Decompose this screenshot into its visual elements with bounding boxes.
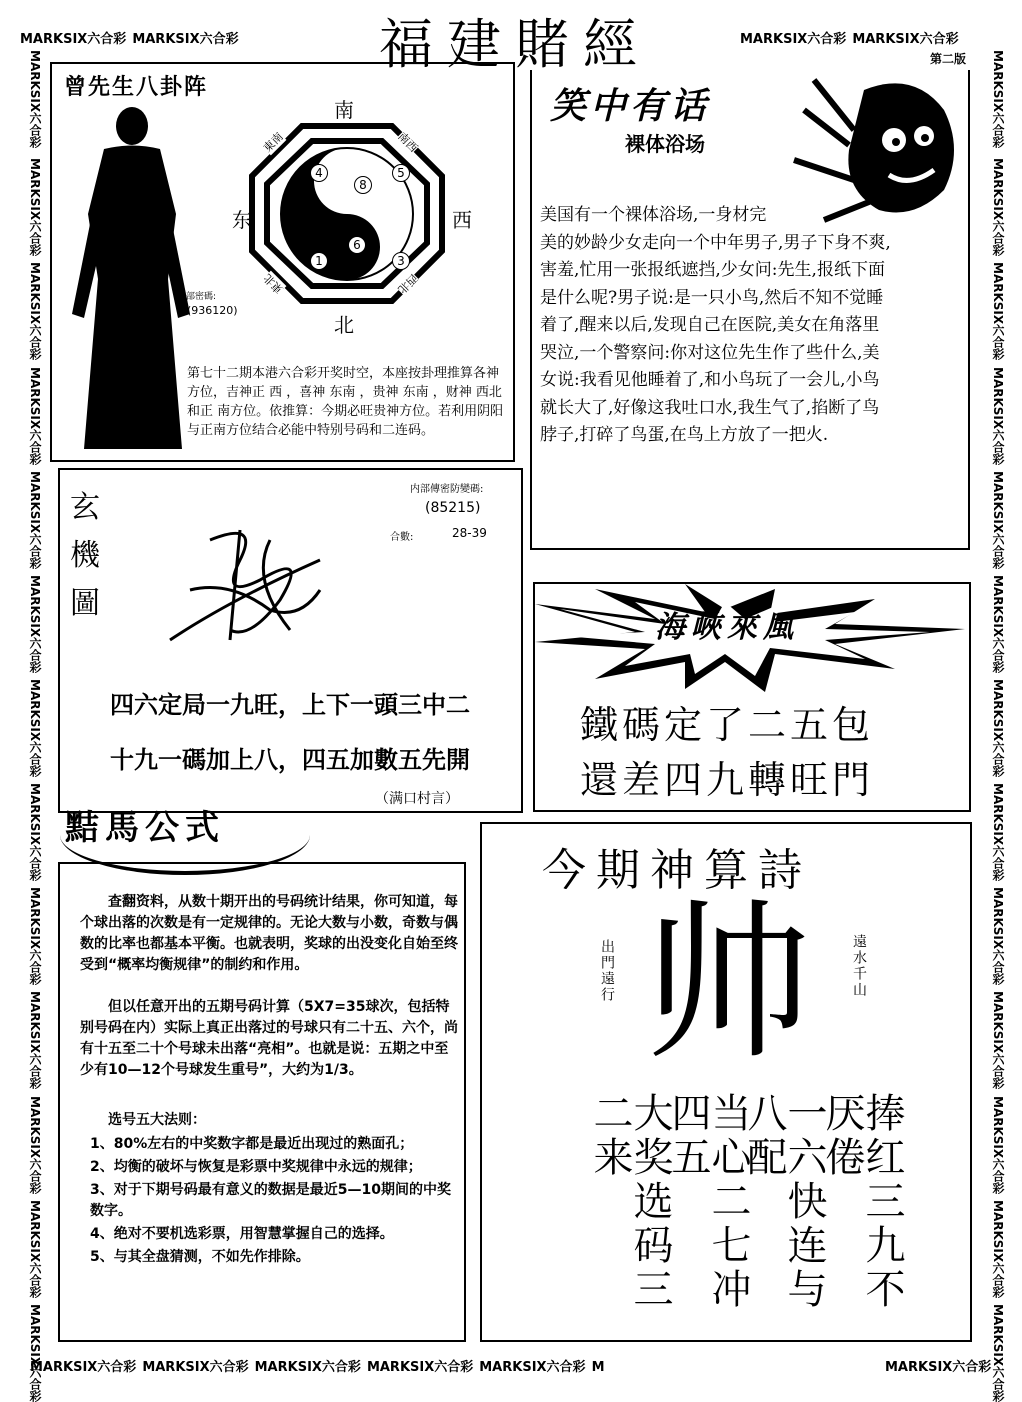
haixia-section (533, 582, 971, 812)
bagua-number: 6 (348, 236, 366, 254)
border-item: MARKSIX六合彩 (28, 262, 42, 361)
bagua-code: (936120) (187, 304, 238, 317)
bagua-number: 4 (310, 164, 328, 182)
bagua-number: 1 (310, 252, 328, 270)
haixia-heading: 海峽來風 (655, 610, 799, 645)
formula-para-1: 查翻资料，从数十期开出的号码统计结果，你可知道，每个球出落的次数是有一定规律的。无论大数与小数，奇数与偶数的比率也都基本平衡。也就表明，奖球的出没变化自始至终受到“概率均衡规律”的制约和作用。 (80, 894, 458, 973)
border-item: MARKSIX六合彩 (991, 50, 1005, 149)
border-item: MARKSIX六合彩 (28, 470, 42, 569)
bagua-heading: 曾先生八卦阵 (64, 75, 209, 100)
formula-rules-title: 选号五大法则： (108, 1112, 206, 1128)
formula-section (58, 862, 466, 1342)
direction-southwest: 南西 (395, 129, 421, 155)
border-item: MARKSIX六合彩 (28, 366, 42, 465)
joke-line: 着了,醒来以后,发现自己在医院,美女在角落里 (540, 315, 880, 335)
rule-item: 1、80%左右的中奖数字都是最近出现过的熟面孔； (90, 1136, 414, 1152)
joke-line: 脖子,打碎了鸟蛋,在鸟上方放了一把火. (540, 425, 829, 445)
xuanji-line-2: 十九一碼加上八，四五加數五先開 (110, 746, 470, 774)
border-item: MARKSIX六合彩 (28, 1199, 42, 1298)
poem-column: 一六快连与八配 (741, 1092, 827, 1312)
border-item: MARKSIX六合彩 (132, 32, 239, 47)
edition-label: 第二版 (930, 52, 967, 66)
border-item: MARKSIX六合彩 (740, 32, 847, 47)
bagua-number: 3 (392, 252, 410, 270)
border-item: MARKSIX六合彩 (28, 887, 42, 986)
border-item: MARKSIX六合彩 (852, 32, 959, 47)
formula-rules (90, 1132, 460, 1270)
poem-side-right: 遠水千山 (851, 934, 867, 998)
poem-heading: 今期神算詩 (542, 845, 812, 896)
direction-west: 西 (452, 208, 472, 232)
border-item: MARKSIX六合彩 (991, 574, 1005, 674)
border-item: MARKSIX六合彩 (30, 1360, 137, 1375)
bagua-code-label: 内部密碼: (177, 292, 217, 302)
rule-item: 5、与其全盘猜测，不如先作排除。 (90, 1249, 310, 1265)
joke-line: 美国有一个裸体浴场,一身材完 (540, 205, 767, 225)
border-item: MARKSIX六合彩 (28, 50, 42, 149)
border-item: MARKSIX六合彩 (254, 1360, 361, 1375)
border-item: MARKSIX六合彩 (991, 470, 1005, 569)
page-title: 福建賭經 (379, 13, 651, 76)
border-item: MARKSIX六合彩 (991, 679, 1005, 778)
rule-item: 3、对于下期号码最有意义的数据是最近5—10期间的中奖数字。 (90, 1182, 451, 1219)
joke-line: 害羞,忙用一张报纸遮挡,少女问:先生,报纸下面 (540, 260, 885, 280)
joke-heading: 笑中有话 (550, 86, 711, 127)
poem-big-char: 帅 (642, 885, 813, 1083)
border-item: MARKSIX六合彩 (142, 1360, 249, 1375)
joke-line: 哭泣,一个警察问:你对这位先生作了些什么,美 (540, 342, 880, 363)
border-item: MARKSIX六合彩 (991, 366, 1005, 465)
border-item: MARKSIX六合彩 (28, 158, 42, 257)
border-item: MARKSIX六合彩 (991, 783, 1005, 882)
rule-item: 4、绝对不要机选彩票，用智慧掌握自己的选择。 (90, 1226, 394, 1242)
border-item: MARKSIX六合彩 (28, 991, 42, 1090)
bagua-section (50, 62, 515, 462)
xuanji-code: (85215) (425, 500, 481, 516)
joke-story (540, 202, 960, 450)
formula-heading: 黠馬公式 (65, 808, 225, 848)
joke-subtitle: 裸体浴场 (625, 132, 705, 156)
border-item: MARKSIX六合彩 (28, 679, 42, 778)
joke-line: 是什么呢?男子说:是一只小鸟,然后不知不觉睡 (540, 287, 884, 308)
bagua-text: 第七十二期本港六合彩开奖时空，本座按卦理推算各神方位，吉神正 西 ，喜神 东南 ，贵神 东南 ，财神 西北和正 南方位。依推算：今期必旺贵神方位。若利用阴阳与正南方位结合必能中特别号码和二连码。 (187, 366, 504, 438)
border-item: MARKSIX六合彩 (991, 158, 1005, 257)
xuanji-source: （满口村言） (375, 791, 459, 807)
bagua-number: 8 (354, 176, 372, 194)
haixia-line-2: 還差四九轉旺門 (580, 758, 875, 802)
joke-line: 就长大了,好像这我吐口水,我生气了,掐断了鸟 (540, 397, 880, 418)
border-item: MARKSIX六合彩 (991, 887, 1005, 986)
border-item: MARKSIX六合彩 (28, 783, 42, 882)
border-item: MARKSIX六合彩 (20, 32, 127, 47)
direction-south: 南 (334, 98, 354, 122)
border-item: MARKSIX六合彩 (991, 1303, 1005, 1402)
border-item: MARKSIX六合彩 (479, 1360, 586, 1375)
poem-side-left: 出門遠行 (599, 939, 615, 1003)
poem-section (480, 822, 972, 1342)
poem-column: 大奖选码三二来 (587, 1092, 673, 1312)
border-item: MARKSIX六合彩 (28, 574, 42, 674)
xuanji-section (58, 468, 523, 813)
xuanji-line-1: 四六定局一九旺，上下一頭三中二 (110, 691, 470, 719)
top-border-strip-left (20, 28, 300, 54)
direction-northwest: 西北 (395, 271, 421, 297)
border-item: MARKSIX六合彩 (366, 1360, 474, 1375)
border-item: MARKSIX六合彩 (991, 262, 1005, 361)
bagua-diagram (212, 86, 482, 336)
right-border-strip (985, 50, 1007, 1402)
direction-northeast: 東北 (260, 271, 286, 297)
bottom-border-strip-left (30, 1356, 605, 1382)
border-item: MARKSIX六合彩 (28, 1303, 42, 1402)
border-item: MARKSIX六合彩 (885, 1360, 992, 1375)
xuanji-heading-char: 機 (70, 538, 100, 573)
direction-north: 北 (334, 313, 354, 337)
joke-line: 女说:我看见他睡着了,和小鸟玩了一会儿,小鸟 (540, 370, 880, 390)
rule-item: 2、均衡的破坏与恢复是彩票中奖规律中永远的规律； (90, 1159, 422, 1175)
xuanji-heading-char: 玄 (70, 490, 100, 525)
direction-east: 东 (232, 208, 252, 232)
xuanji-sum-label: 合數: (390, 532, 414, 543)
xuanji-heading-char: 圖 (70, 586, 100, 621)
border-item: MARKSIX六合彩 (991, 1199, 1005, 1298)
border-item: MARKSIX六合彩 (28, 1095, 42, 1194)
xuanji-code-label: 内部傳密防變碼: (410, 484, 484, 495)
haixia-line-1: 鐵碼定了二五包 (580, 703, 875, 747)
poem-column: 当心二七冲四五 (665, 1092, 751, 1312)
border-item: MARKSIX六合彩 (991, 991, 1005, 1090)
bagua-number: 5 (392, 164, 410, 182)
direction-southeast: 東南 (260, 129, 286, 155)
border-item: MARKSIX六合彩 (991, 1095, 1005, 1194)
left-border-strip (22, 50, 44, 1402)
xuanji-sum: 28-39 (452, 526, 487, 540)
signature-scribble-icon (170, 520, 330, 650)
joke-section (530, 70, 970, 550)
poem-column: 捧红三九不厌倦 (819, 1092, 905, 1312)
man-silhouette-icon (64, 104, 199, 454)
joke-line: 美的妙龄少女走向一个中年男子,男子下身不爽, (540, 232, 891, 253)
border-item: M (591, 1360, 605, 1375)
formula-para-2: 但以任意开出的五期号码计算（5X7=35球次，包括特别号码在内）实际上真正出落过的号球只有二十五、六个，尚有十五至二十个号球未出落“亮相”。也就是说：五期之中至少有10—12个号球发生重号”，大约为1/3。 (80, 999, 458, 1078)
